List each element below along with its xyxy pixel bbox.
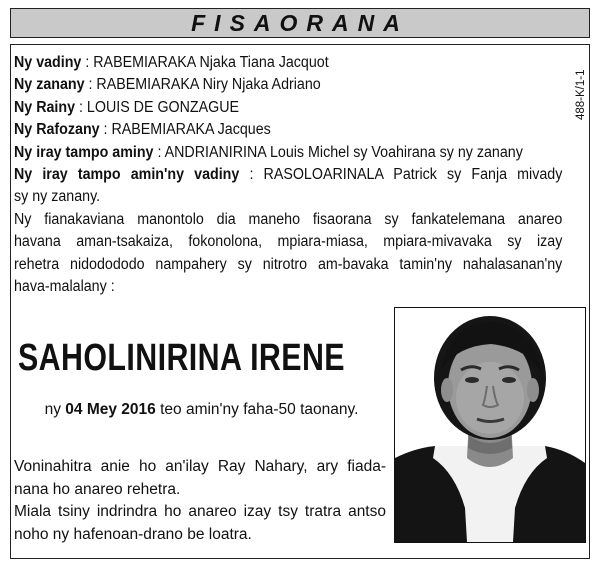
relative-line-continuation: sy ny zanany. [14,188,101,206]
relative-label: Ny iray tampo amin'ny vadiny [14,166,240,184]
relative-label: Ny iray tampo aminy [14,143,154,161]
death-date-line [14,401,389,419]
closing-line: Voninahitra anie ho an'ilay Ray Nahary, ary fiada- [14,458,386,475]
relative-value: LOUIS DE GONZAGUE [86,98,240,116]
intro-line: Ny fianakaviana manontolo dia maneho fisaorana sy fankatelemana anareo [14,210,563,228]
date-prefix: ny [44,401,66,418]
relative-value: RASOLOARINALA Patrick sy Fanja mivady [263,166,563,184]
relative-label: Ny vadiny [14,54,82,71]
page-title: FISAORANA [191,9,409,36]
closing-line: nana ho anareo rehetra. [14,480,181,498]
relative-label: Ny Rainy [14,98,76,116]
separator: : [239,166,264,184]
closing-line: noho ny hafenoan-drano be loatra. [14,525,252,543]
relative-label: Ny zanany [14,76,85,94]
relative-line-child [14,74,562,96]
relative-line-father [14,97,562,119]
separator: : [153,143,165,161]
intro-line: havana aman-tsakaiza, fokonolona, mpiara-miasa, mpiara-mivavaka sy izay [14,233,563,251]
closing-line: Miala tsiny indrindra ho anareo izay tsy tratra antso [14,503,386,520]
separator: : [84,76,97,94]
relatives-block [14,52,562,298]
closing-block [14,456,386,546]
intro-line: rehetra nidodododo nampahery sy nitrotro am-bavaka tamin'ny nahalasanan'ny [14,255,563,273]
header-banner [10,8,590,38]
reference-code: 488-K/1-1 [575,69,587,121]
separator: : [81,54,94,71]
relative-value: RABEMIARAKA Njaka Tiana Jacquot [93,54,329,71]
relative-line-husband-siblings [14,164,562,186]
separator: : [99,121,112,139]
separator: : [75,98,87,116]
relative-line-in-law [14,119,562,141]
relative-line-husband [14,52,562,74]
relative-line-siblings [14,142,562,164]
intro-line: hava-malalany : [14,278,115,296]
deceased-name: SAHOLINIRINA IRENE [18,337,345,379]
relative-value: RABEMIARAKA Niry Njaka Adriano [96,76,321,94]
relative-label: Ny Rafozany [14,121,100,139]
death-date: 04 Mey 2016 [65,401,156,418]
relative-value: RABEMIARAKA Jacques [111,121,271,139]
date-suffix: teo amin'ny faha-50 taonany. [155,401,359,418]
portrait-photo [394,307,586,543]
relative-value: ANDRIANIRINA Louis Michel sy Voahirana sy ny zanany [164,143,523,161]
portrait-image [395,308,585,542]
